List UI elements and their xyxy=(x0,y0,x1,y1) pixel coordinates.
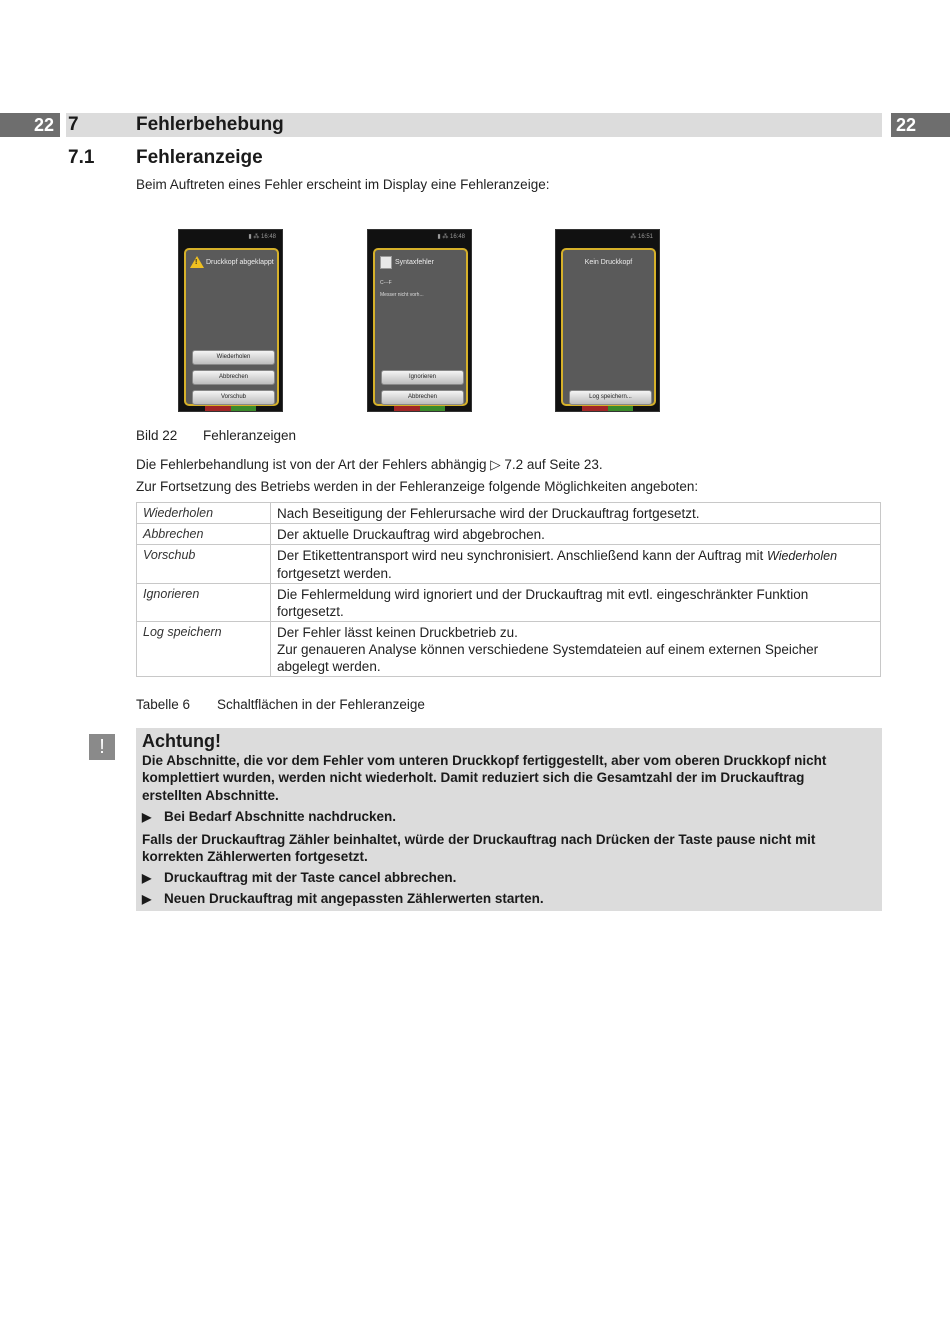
table-value-cell xyxy=(271,584,881,622)
figure-caption: Fehleranzeigen xyxy=(203,428,297,443)
table-value-text: Zur genaueren Analyse können verschiedene Systemdateien auf einem externen Speicher xyxy=(277,642,819,657)
display-screenshot-syntaxfehler xyxy=(367,229,472,412)
status-bar: ▮ ⁂ 16:48 xyxy=(248,234,276,240)
error-dialog xyxy=(184,248,279,406)
table-value-cell: Der aktuelle Druckauftrag wird abgebrochen. xyxy=(271,524,881,545)
table-value-cell xyxy=(271,622,881,677)
hardware-keys-strip xyxy=(179,406,282,411)
hardware-keys-strip xyxy=(368,406,471,411)
save-log-button[interactable]: Log speichern... xyxy=(569,390,652,405)
table-key-cell: Log speichern xyxy=(137,622,271,677)
error-title: Kein Druckkopf xyxy=(584,259,633,266)
table-value-text: abgelegt werden. xyxy=(277,659,381,674)
error-dialog xyxy=(373,248,468,406)
table-value-text: Der Fehler lässt keinen Druckbetrieb zu. xyxy=(277,625,518,640)
table-number: Tabelle 6 xyxy=(136,697,191,712)
table-row xyxy=(137,524,881,545)
status-bar: ▮ ⁂ 16:48 xyxy=(437,234,465,240)
display-screenshot-druckkopf xyxy=(178,229,283,412)
warning-text-line: Die Abschnitte, die vor dem Fehler vom unteren Druckkopf fertiggestellt, aber vom oberen Druckkopf nicht xyxy=(142,753,827,768)
warning-text-line: erstellten Abschnitte. xyxy=(142,788,279,803)
cancel-button[interactable]: Abbrechen xyxy=(192,370,275,385)
table-value-italic: Wiederholen xyxy=(767,549,838,563)
arrow-icon: ▶ xyxy=(142,871,152,885)
page-number-left: 22 xyxy=(0,113,60,137)
table-value-text: fortgesetzt werden. xyxy=(277,566,392,581)
feed-button[interactable]: Vorschub xyxy=(192,390,275,405)
cancel-button[interactable]: Abbrechen xyxy=(381,390,464,405)
warning-list-item xyxy=(142,891,544,906)
error-dialog xyxy=(561,248,656,406)
paragraph-line: Zur Fortsetzung des Betriebs werden in der Fehleranzeige folgende Möglichkeiten angeboten: xyxy=(136,479,699,494)
chapter-title: Fehlerbehebung xyxy=(136,114,284,135)
error-detail-line: C---F xyxy=(380,280,392,286)
chapter-number: 7 xyxy=(68,114,79,135)
section-number: 7.1 xyxy=(68,147,95,168)
table-value-cell xyxy=(271,545,881,584)
table-key-cell: Abbrechen xyxy=(137,524,271,545)
table-key-cell: Vorschub xyxy=(137,545,271,584)
error-title: Syntaxfehler xyxy=(395,259,434,266)
warning-text-line: korrekten Zählerwerten fortgesetzt. xyxy=(142,849,368,864)
exclamation-icon: ! xyxy=(89,734,115,760)
table-key-cell: Wiederholen xyxy=(137,503,271,524)
table-caption: Schaltflächen in der Fehleranzeige xyxy=(217,697,425,712)
warning-text-line: Falls der Druckauftrag Zähler beinhaltet, würde der Druckauftrag nach Drücken der Taste pause nicht mit xyxy=(142,832,816,847)
warning-list-text: Druckauftrag mit der Taste cancel abbrechen. xyxy=(164,870,457,885)
warning-list-text: Bei Bedarf Abschnitte nachdrucken. xyxy=(164,809,397,824)
page-number-right: 22 xyxy=(891,113,950,137)
warning-title: Achtung! xyxy=(142,731,221,751)
warning-list-text: Neuen Druckauftrag mit angepassten Zählerwerten starten. xyxy=(164,891,544,906)
paragraph-line: Die Fehlerbehandlung ist von der Art der Fehlers abhängig ▷ 7.2 auf Seite 23. xyxy=(136,457,603,472)
document-error-icon xyxy=(380,256,392,269)
retry-button[interactable]: Wiederholen xyxy=(192,350,275,365)
section-title: Fehleranzeige xyxy=(136,147,263,168)
warning-list-item xyxy=(142,870,456,885)
hardware-keys-strip xyxy=(556,406,659,411)
status-bar: ⁂ 16:51 xyxy=(630,234,653,240)
arrow-icon: ▶ xyxy=(142,892,152,906)
figure-number: Bild 22 xyxy=(136,428,178,443)
table-value-cell: Nach Beseitigung der Fehlerursache wird der Druckauftrag fortgesetzt. xyxy=(271,503,881,524)
table-row xyxy=(137,622,881,677)
error-detail-line: Messer nicht vorh... xyxy=(380,292,424,298)
table-row xyxy=(137,584,881,622)
table-key-cell: Ignorieren xyxy=(137,584,271,622)
table-value-text: Der Etikettentransport wird neu synchronisiert. Anschließend kann der Auftrag mit xyxy=(277,548,767,563)
warning-text-line: komplettiert wurden, werden nicht wiederholt. Damit reduziert sich die Gesamtzahl der im Druckauftrag xyxy=(142,770,805,785)
table-value-text: fortgesetzt. xyxy=(277,604,344,619)
warning-list-item xyxy=(142,809,396,824)
arrow-icon: ▶ xyxy=(142,810,152,824)
table-value-text: Die Fehlermeldung wird ignoriert und der Druckauftrag mit evtl. eingeschränkter Funktion xyxy=(277,587,809,602)
table-row xyxy=(137,503,881,524)
buttons-table xyxy=(136,502,881,677)
warning-icon-mark: ! xyxy=(195,259,198,266)
section-intro: Beim Auftreten eines Fehler erscheint im Display eine Fehleranzeige: xyxy=(136,177,550,192)
table-row xyxy=(137,545,881,584)
error-title: Druckkopf abgeklappt xyxy=(206,259,274,266)
display-screenshot-kein-druckkopf xyxy=(555,229,660,412)
ignore-button[interactable]: Ignorieren xyxy=(381,370,464,385)
